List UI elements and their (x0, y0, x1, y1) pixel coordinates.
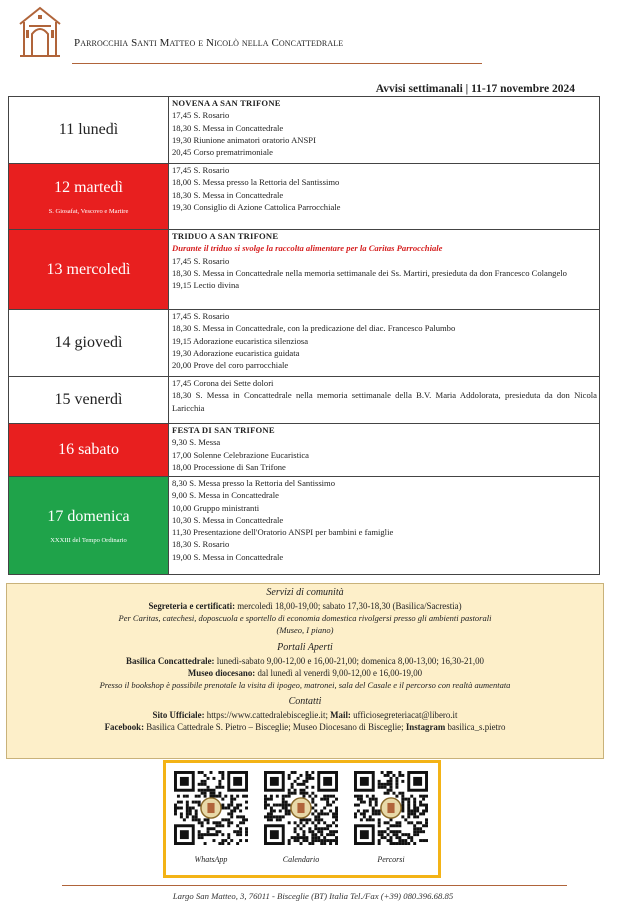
weekly-schedule-table (8, 96, 600, 575)
event-line: 18,30 S. Messa in Concattedrale (172, 189, 284, 200)
day-name: 14 giovedì (54, 334, 123, 351)
qr-label-calendar: Calendario (282, 855, 320, 864)
day-name: 17 domenica (47, 507, 130, 525)
event-line: 17,45 S. Rosario (172, 255, 230, 266)
event-line: 17,45 S. Rosario (172, 311, 230, 321)
day-cell (9, 310, 169, 377)
portals-title: Portali Aperti (277, 641, 333, 653)
day-cell (9, 97, 169, 164)
calendar-qr-code[interactable] (264, 771, 338, 845)
day-cell (9, 424, 169, 477)
event-line: 20,45 Corso prematrimoniale (172, 147, 273, 158)
event-line: 18,00 S. Messa presso la Rettoria del Santissimo (172, 177, 340, 188)
facebook-pages[interactable]: Basilica Cattedrale S. Pietro – Bisceglie; Museo Diocesano di Bisceglie; (146, 722, 404, 733)
events-cell (169, 477, 600, 575)
event-line: 19,15 Lectio divina (172, 280, 240, 291)
services-title: Servizi di comunità (266, 587, 344, 598)
event-line: 17,45 S. Rosario (172, 165, 230, 175)
mail-label: Mail: (330, 710, 351, 721)
event-line: 18,30 S. Messa in Concattedrale (172, 122, 284, 133)
event-line: 17,00 Solenne Celebrazione Eucaristica (172, 449, 309, 460)
events-cell (169, 310, 600, 377)
events-heading: NOVENA A SAN TRIFONE (172, 98, 281, 108)
event-line: 19,30 Riunione animatori oratorio ANSPI (172, 134, 316, 145)
event-line: 19,30 Consiglio di Azione Cattolica Parrocchiale (172, 201, 341, 212)
secretary-label: Segreteria e certificati: (148, 601, 236, 611)
day-name: 12 martedì (54, 178, 123, 196)
schedule-row (9, 310, 600, 377)
event-line: 19,30 Adorazione eucaristica guidata (172, 347, 300, 358)
schedule-row (9, 164, 600, 230)
event-line: 18,00 Processione di San Trifone (172, 461, 286, 472)
secretary-hours: mercoledì 18,00-19,00; sabato 17,30-18,30 (Basilica/Sacrestia) (237, 601, 462, 611)
qr-label-routes: Percorsi (377, 855, 405, 864)
footer-address: Largo San Matteo, 3, 76011 - Bisceglie (BT) Italia Tel./Fax (+39) 080.396.68.85 (172, 891, 454, 901)
header (14, 4, 614, 64)
bookshop-line: Presso il bookshop è possibile prenotale la visita di ipogeo, matronei, sala del Casale e il percorso con realtà aumentata (99, 680, 511, 691)
qr-label-whatsapp: WhatsApp (194, 855, 228, 864)
event-line: 18,30 S. Messa in Concattedrale, con la predicazione del diac. Francesco Palumbo (172, 323, 456, 334)
instagram-label: Instagram (405, 722, 446, 733)
day-liturgical-note: XXXIII del Tempo Ordinario (50, 536, 127, 544)
basilica-hours-line (7, 655, 603, 667)
website-mail-line (7, 709, 603, 721)
basilica-hours: lunedì-sabato 9,00-12,00 e 16,00-21,00; domenica 8,00-13,00; 16,30-21,00 (216, 655, 484, 666)
event-line: 9,00 S. Messa in Concattedrale (172, 490, 279, 501)
day-cell (9, 230, 169, 310)
day-name: 15 venerdì (54, 391, 123, 408)
website-link[interactable]: https://www.cattedralebisceglie.it; (206, 710, 328, 721)
caritas-place: (Museo, I piano) (276, 625, 334, 636)
site-label: Sito Ufficiale: (152, 710, 205, 721)
qr-codes-box (163, 760, 441, 878)
schedule-row (9, 377, 600, 424)
event-line: 17,45 S. Rosario (172, 110, 230, 121)
museum-hours-line (7, 667, 603, 679)
schedule-row (9, 477, 600, 575)
contacts-title: Contatti (288, 696, 322, 708)
parish-name: Parrocchia Santi Matteo e Nicolò nella Concattedrale (74, 37, 344, 49)
event-line: 11,30 Presentazione dell'Oratorio ANSPI per bambini e famiglie (172, 527, 394, 538)
events-cell (169, 230, 600, 310)
routes-qr-code[interactable] (354, 771, 428, 845)
notice-title: Avvisi settimanali | 11-17 novembre 2024 (375, 83, 575, 95)
social-line (7, 721, 603, 733)
event-line: 17,45 Corona dei Sette dolori (172, 378, 274, 388)
day-name: 13 mercoledì (46, 260, 131, 278)
schedule-row (9, 97, 600, 164)
day-liturgical-note: S. Giosafat, Vescovo e Martire (48, 207, 129, 215)
events-heading: TRIDUO A SAN TRIFONE (172, 231, 279, 241)
museum-label: Museo diocesano: (187, 667, 256, 678)
header-divider (72, 63, 482, 64)
mail-link[interactable]: ufficiosegreteriacat@libero.it (353, 710, 458, 721)
community-info-panel (6, 583, 604, 759)
day-cell (9, 377, 169, 424)
event-line: 20,00 Prove del coro parrocchiale (172, 360, 289, 371)
schedule-row (9, 230, 600, 310)
day-cell (9, 477, 169, 575)
event-line: 19,15 Adorazione eucaristica silenziosa (172, 335, 309, 346)
events-cell (169, 97, 600, 164)
events-cell (169, 164, 600, 230)
day-cell (9, 164, 169, 230)
event-line: 18,30 S. Messa in Concattedrale nella memoria settimanale della B.V. Maria Addolorata, presieduta da don Nicola Laricchia (172, 390, 597, 413)
event-line: 9,30 S. Messa (172, 437, 221, 448)
caritas-line: Per Caritas, catechesi, doposcuola e sportello di economia domestica rivolgersi presso gli ambienti pastorali (118, 613, 492, 624)
event-line: 10,30 S. Messa in Concattedrale (172, 514, 284, 525)
event-line: 18,30 S. Rosario (172, 539, 230, 550)
basilica-label: Basilica Concattedrale: (126, 655, 215, 666)
church-facade-icon (16, 4, 64, 58)
event-line: 19,00 S. Messa in Concattedrale (172, 551, 284, 562)
events-heading: FESTA DI SAN TRIFONE (172, 425, 275, 435)
schedule-row (9, 424, 600, 477)
event-line: 18,30 S. Messa in Concattedrale nella memoria settimanale dei Ss. Martiri, presieduta da don Francesco Colangelo (172, 267, 567, 278)
facebook-label: Facebook: (104, 722, 145, 733)
events-red-note: Durante il triduo si svolge la raccolta alimentare per la Caritas Parrocchiale (172, 243, 443, 254)
museum-hours: dal lunedì al venerdì 9,00-12,00 e 16,00-19,00 (257, 667, 423, 678)
events-cell (169, 377, 600, 424)
day-name: 11 lunedì (58, 121, 119, 138)
day-name: 16 sabato (58, 441, 119, 458)
instagram-handle[interactable]: basilica_s.pietro (447, 722, 506, 733)
events-cell (169, 424, 600, 477)
secretary-line (7, 600, 603, 612)
footer-divider (62, 885, 567, 886)
whatsapp-qr-code[interactable] (174, 771, 248, 845)
event-line: 8,30 S. Messa presso la Rettoria del Santissimo (172, 478, 336, 488)
event-line: 10,00 Gruppo ministranti (172, 502, 260, 513)
